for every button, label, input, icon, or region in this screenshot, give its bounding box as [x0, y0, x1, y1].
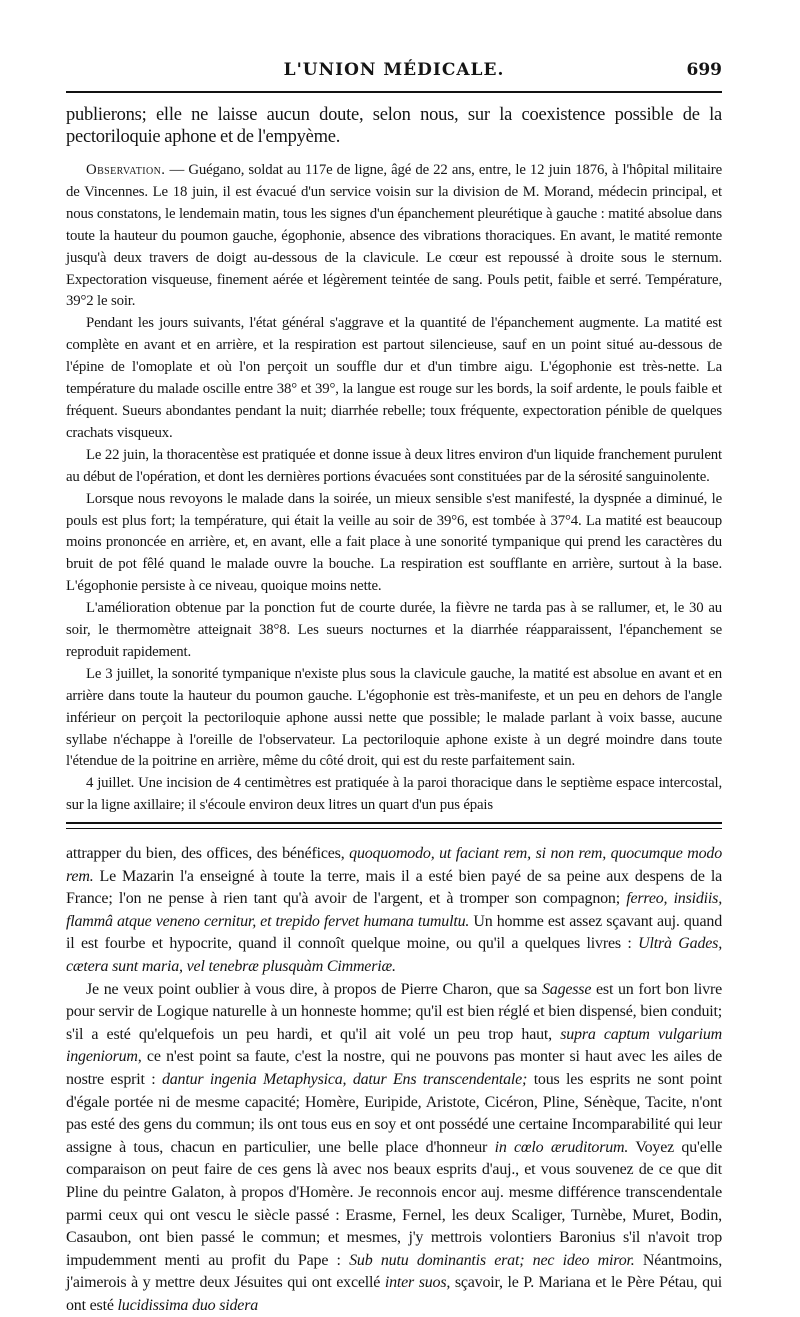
feuilleton-text: tous les esprits ne sont point d'égale portée ni de mesme capacité; Homère, Euripide, Aristote, Cicéron, Pline, Sénèque, Tacite, n'ont pas esté des gens du commun; ils ont tous eus en soy et ont possédé une certaine Incomparabilité qui leur assigne à tous, chacun en particulier, une belle place d'honneur: [66, 1070, 722, 1156]
latin-quote: quoquomodo, ut faciant rem, si non rem, quocumque modo rem.: [66, 845, 722, 885]
feuilleton-text: ce n'est point sa faute, c'est la nostre, qui ne pouvons pas monter si haut avec les ailes de nostre esprit :: [66, 1048, 722, 1088]
book-title: Sagesse: [541, 980, 592, 998]
feuilleton-text: Je ne veux point oublier à vous dire, à propos de Pierre Charon, que sa: [86, 980, 542, 998]
observation-paragraph-7: 4 juillet. Une incision de 4 centimètres est pratiquée à la paroi thoracique dans le septième espace intercostal, sur la ligne axillaire; il s'écoule environ deux litres un quart d'un pus épais: [66, 775, 722, 814]
observation-paragraph-4: Lorsque nous revoyons le malade dans la soirée, un mieux sensible s'est manifesté, la dyspnée a diminué, le pouls est plus fort; la température, qui était la veille au soir de 39°6, est tombée à 37°4. La matité est beaucoup moins prononcée en arrière, et, en avant, elle a fait place à une sonorité tympanique qui prend les caractères du bruit de pot fêlé quand le malade ouvre la bouche. La respiration est soufflante en arrière, surtout à la base. L'égophonie persiste à ce niveau, quoique moins nette.: [66, 490, 722, 595]
feuilleton-text: Néantmoins, j'aimerois à y mettre deux Jésuites qui ont excellé: [66, 1251, 723, 1292]
latin-quote: supra captum vulgarium ingeniorum,: [66, 1025, 722, 1066]
feuilleton-text: Le Mazarin l'a enseigné à toute la terre, mais il a esté bien payé de sa peine aux despens de la France; l'on ne pense à rien tant qu'à avoir de l'argent, et à tromper son compagnon;: [66, 867, 722, 908]
feuilleton-text: Voyez qu'elle comparaison on peut faire de ces gens là avec nos beaux esprits d'auj., et vous souvenez de ce que dit Pline du peintre Galaton, à propos d'Homère. Je reconnois encor auj. mesme différence transcendentale parmi ceux qui ont vescu le siècle passé : Erasme, Fernel, les deux Scaliger, Turnèbe, Muret, Bodin, Casaubon, ont bien passé le commun; et mesmes, j'y mettrois volontiers Baronius s'il n'avoit trop impudemment menti au profit du Pape :: [66, 1138, 722, 1269]
lead-paragraph: publierons; elle ne laisse aucun doute, selon nous, sur la coexistence possible de la pectoriloquie aphone et de l'empyème.: [66, 105, 722, 147]
latin-quote: ferreo, insidiis, flammâ atque veneno cernitur, et trepido fervet humana tumultu.: [66, 890, 722, 930]
header-rule: [66, 91, 722, 93]
feuilleton-paragraph-1: [66, 843, 722, 979]
latin-quote: dantur ingenia Metaphysica, datur Ens transcendentale;: [161, 1070, 528, 1088]
feuilleton-text: est un fort bon livre pour servir de Logique naturelle à un honneste homme; qu'il est bien réglé et bien dispensé, bien conduit; s'il a esté qu'elquefois un peu hardi, et qu'il ait volé un peu trop haut,: [66, 980, 723, 1043]
observation-label: Observation.: [86, 162, 166, 178]
feuilleton-separator: [66, 822, 722, 829]
latin-quote: inter suos,: [384, 1274, 451, 1292]
lead-paragraph-block: [66, 105, 722, 148]
latin-quote: lucidissima duo sidera: [117, 1296, 259, 1314]
page-number: 699: [686, 60, 722, 80]
observation-paragraph-1-text: — Guégano, soldat au 117e de ligne, âgé de 22 ans, entre, le 12 juin 1876, à l'hôpital militaire de Vincennes. Le 18 juin, il est évacué d'un service voisin sur la division de M. Morand, médecin principal, et nous constatons, le lendemain matin, tous les signes d'un épanchement pleurétique à gauche : matité absolue dans toute la hauteur du poumon gauche, égophonie, absence des vibrations thoraciques. En avant, le matité remonte jusqu'à deux travers de doigt au-dessous de la clavicule. Le cœur est repoussé à droite sous le sternum. Expectoration visqueuse, finement aérée et légèrement teintée de sang. Pouls petit, faible et serré. Température, 39°2 le soir.: [66, 162, 722, 310]
feuilleton-section: [66, 843, 722, 1317]
latin-quote: Ultrà Gades, cætera sunt maria, vel tenebræ plusquàm Cimmeriæ.: [66, 935, 722, 975]
latin-quote: Sub nutu dominantis erat; nec ideo miror.: [349, 1251, 635, 1269]
running-title: L'UNION MÉDICALE.: [283, 60, 505, 80]
feuilleton-text: attrapper du bien, des offices, des bénéfices,: [66, 845, 350, 862]
observation-paragraph-5: L'amélioration obtenue par la ponction fut de courte durée, la fièvre ne tarda pas à se rallumer, et, le 30 au soir, le thermomètre atteignait 38°8. Les sueurs nocturnes et la diarrhée réapparaissent, l'épanchement se reproduit rapidement.: [66, 600, 722, 660]
observation-paragraph-3: Le 22 juin, la thoracentèse est pratiquée et donne issue à deux litres environ d'un liquide franchement purulent au début de l'opération, et dont les dernières portions évacuées sont constituées par de la sérosité sanguinolente.: [66, 446, 722, 485]
observation-paragraph-1: [66, 160, 722, 313]
observation-section: [66, 160, 722, 817]
feuilleton-paragraph-2: [66, 979, 722, 1317]
page-header: [66, 60, 722, 86]
latin-quote: in cœlo æruditorum.: [494, 1138, 629, 1156]
feuilleton-text: Un homme est assez sçavant auj. quand il est fourbe et hypocrite, quand il connoît quelque moine, ou qu'il a quelques livres :: [66, 912, 722, 953]
observation-paragraph-6: Le 3 juillet, la sonorité tympanique n'existe plus sous la clavicule gauche, la matité est absolue en avant et en arrière dans toute la hauteur du poumon gauche. L'égophonie est très-manifeste, et un peu en dehors de l'angle inférieur on perçoit la pectoriloquie aphone aussi nette que possible; le malade parlant à voix basse, aucune syllabe n'échappe à l'oreille de l'observateur. La pectoriloquie aphone existe à un degré moindre dans toute l'étendue de la poitrine en arrière, même du côté droit, qui est du reste parfaitement sain.: [66, 665, 722, 770]
feuilleton-text: sçavoir, le P. Mariana et le Père Pétau, qui ont esté: [66, 1274, 722, 1314]
observation-paragraph-2: Pendant les jours suivants, l'état général s'aggrave et la quantité de l'épanchement augmente. La matité est complète en avant et en arrière, et la respiration est partout silencieuse, sauf en un point situé au-dessous de l'épine de l'omoplate et où l'on perçoit un souffle dur et d'un timbre aigu. L'égophonie est très-nette. La température du malade oscille entre 38° et 39°, la langue est rouge sur les bords, la soif ardente, le pouls faible et fréquent. Sueurs abondantes pendant la nuit; diarrhée rebelle; toux fréquente, expectoration pénible de quelques crachats visqueux.: [66, 315, 722, 441]
